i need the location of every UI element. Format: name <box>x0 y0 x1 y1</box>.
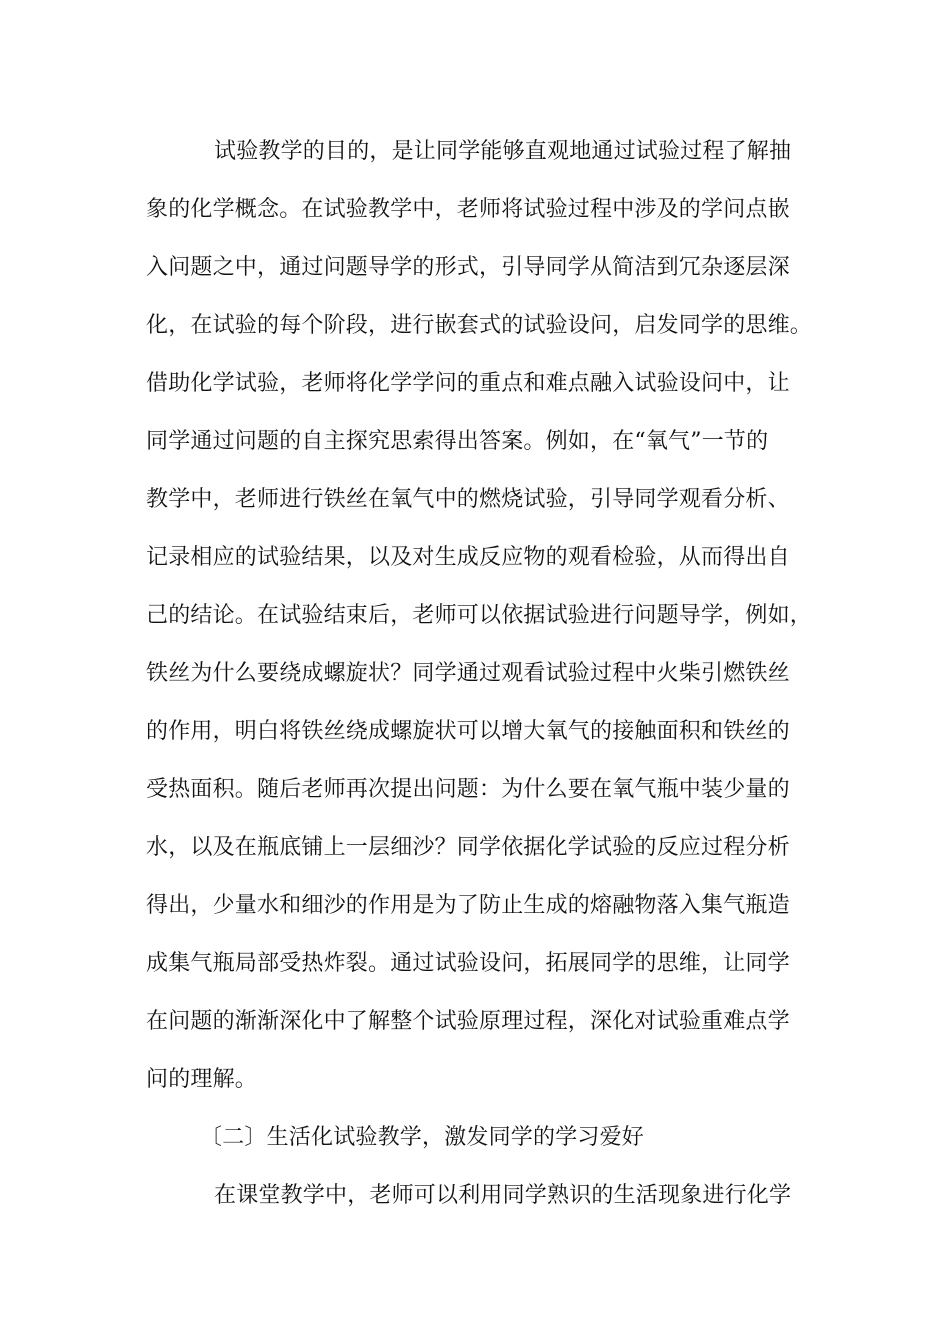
paragraph-1-line-2: 象的化学概念。在试验教学中，老师将试验过程中涉及的学问点嵌 <box>146 197 790 222</box>
paragraph-1-line-4: 化，在试验的每个阶段，进行嵌套式的试验设问，启发同学的思维。 <box>146 313 813 338</box>
paragraph-1-line-11: 的作用，明白将铁丝绕成螺旋状可以增大氧气的接触面积和铁丝的 <box>146 719 790 744</box>
paragraph-1-line-7: 教学中，老师进行铁丝在氧气中的燃烧试验，引导同学观看分析、 <box>146 487 790 512</box>
section-heading: 〔二〕生活化试验教学，激发同学的学习爱好 <box>200 1125 645 1150</box>
paragraph-1-line-17: 问的理解。 <box>146 1067 258 1092</box>
paragraph-1-line-9: 己的结论。在试验结束后，老师可以依据试验进行问题导学，例如， <box>146 603 813 628</box>
paragraph-1-line-3: 入问题之中，通过问题导学的形式，引导同学从简洁到冗杂逐层深 <box>146 255 790 280</box>
paragraph-1-line-1: 试验教学的目的，是让同学能够直观地通过试验过程了解抽 <box>214 139 792 164</box>
paragraph-1-line-13: 水，以及在瓶底铺上一层细沙？同学依据化学试验的反应过程分析 <box>146 835 790 860</box>
paragraph-1-line-5: 借助化学试验，老师将化学学问的重点和难点融入试验设问中，让 <box>146 371 790 396</box>
paragraph-1-line-15: 成集气瓶局部受热炸裂。通过试验设问，拓展同学的思维，让同学 <box>146 951 790 976</box>
paragraph-1-line-16: 在问题的渐渐深化中了解整个试验原理过程，深化对试验重难点学 <box>146 1009 790 1034</box>
paragraph-2-line-1: 在课堂教学中，老师可以利用同学熟识的生活现象进行化学 <box>214 1183 792 1208</box>
paragraph-1-line-8: 记录相应的试验结果，以及对生成反应物的观看检验，从而得出自 <box>146 545 790 570</box>
paragraph-1-line-10: 铁丝为什么要绕成螺旋状？同学通过观看试验过程中火柴引燃铁丝 <box>146 661 790 686</box>
paragraph-1-line-6: 同学通过问题的自主探究思索得出答案。例如，在“氧气”一节的 <box>146 429 769 454</box>
paragraph-1-line-14: 得出，少量水和细沙的作用是为了防止生成的熔融物落入集气瓶造 <box>146 893 790 918</box>
paragraph-1-line-12: 受热面积。随后老师再次提出问题：为什么要在氧气瓶中装少量的 <box>146 777 790 802</box>
